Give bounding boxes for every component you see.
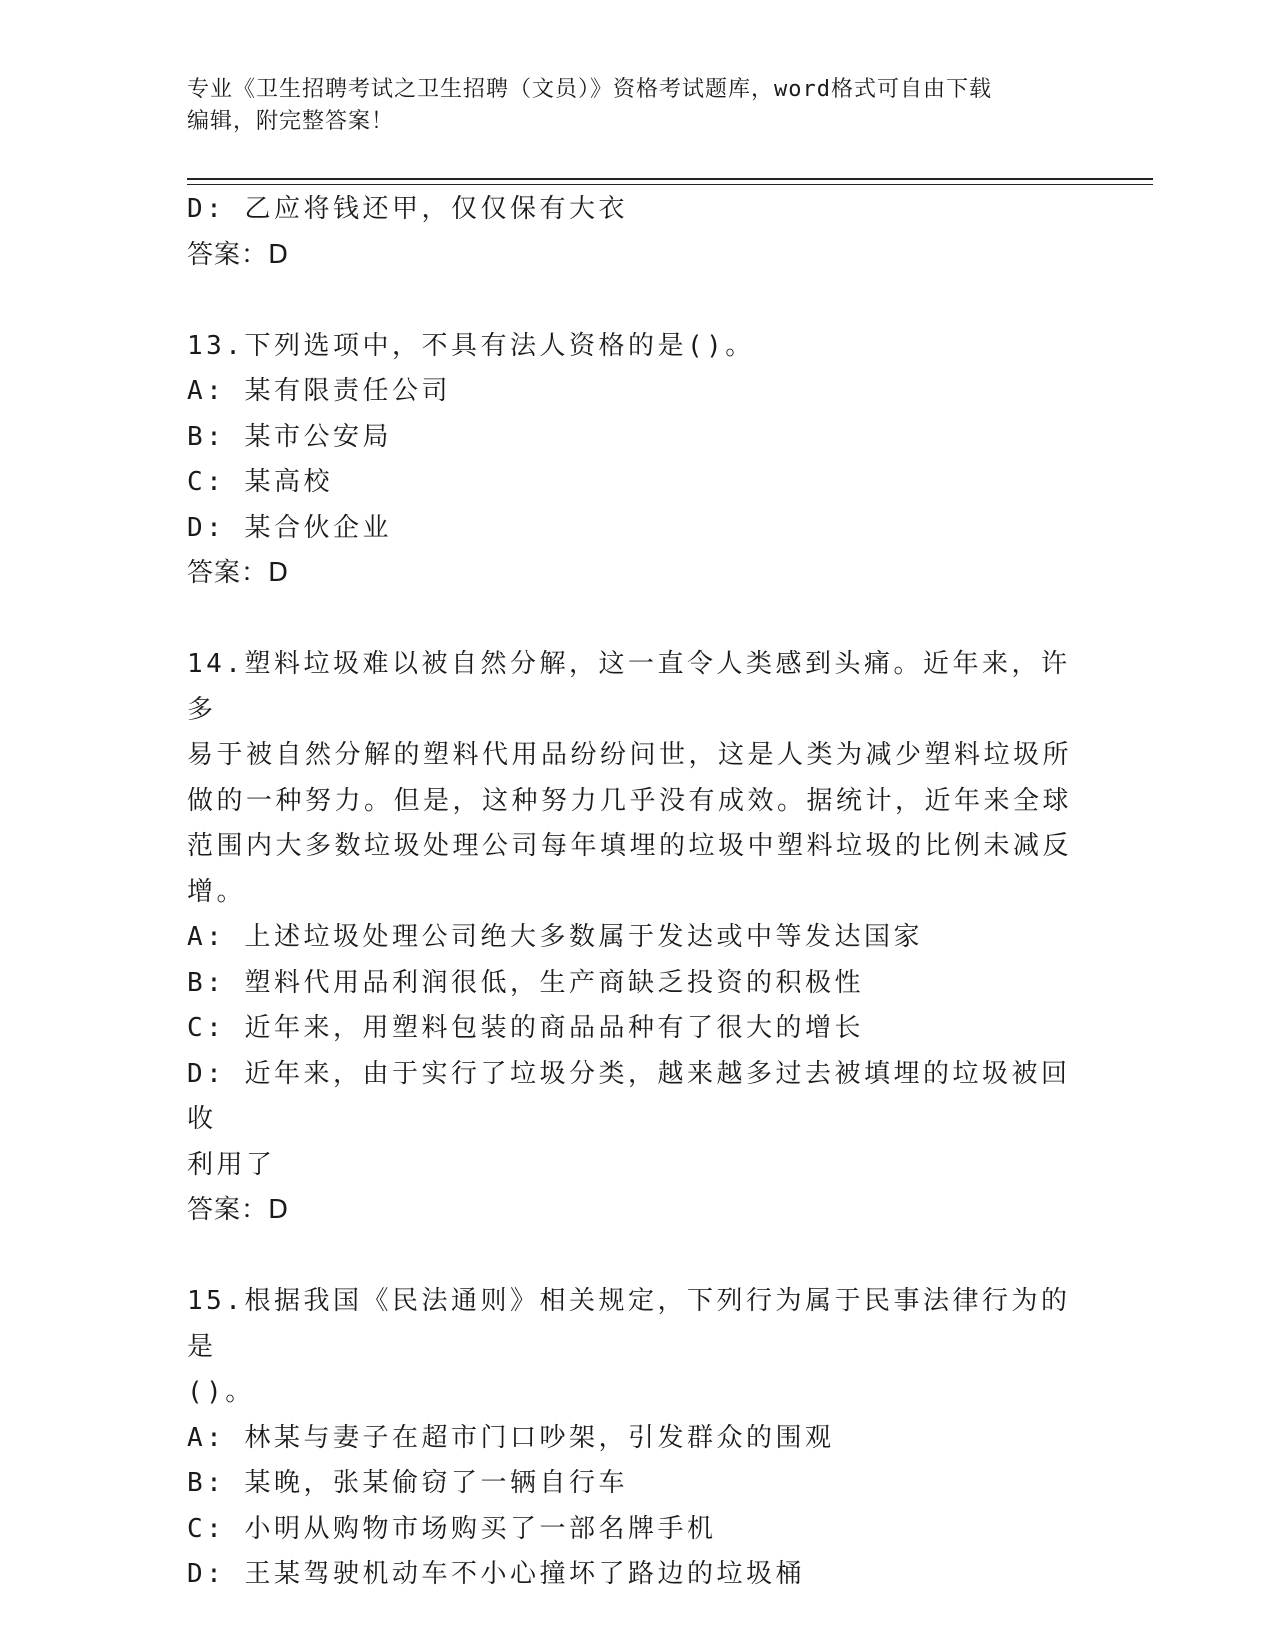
header-rule-thin [187, 184, 1153, 185]
question-stem-line: 做的一种努力。但是，这种努力几乎没有成效。据统计，近年来全球 [187, 785, 1073, 816]
option-a: A: 上述垃圾处理公司绝大多数属于发达或中等发达国家 [187, 922, 923, 952]
option-c: C: 近年来，用塑料包装的商品品种有了很大的增长 [187, 1013, 864, 1043]
spacer [187, 1234, 1077, 1280]
question-stem-line: 15.根据我国《民法通则》相关规定，下列行为属于民事法律行为的是 [187, 1286, 1071, 1362]
spacer [187, 278, 1077, 324]
question-14 [187, 642, 1077, 1234]
option-d: D: 王某驾驶机动车不小心撞坏了路边的垃圾桶 [187, 1559, 805, 1589]
question-stem-line: ()。 [187, 1377, 255, 1407]
question-stem-line: 易于被自然分解的塑料代用品纷纷问世，这是人类为减少塑料垃圾所 [187, 740, 1073, 770]
option-c: C: 小明从购物市场购买了一部名牌手机 [187, 1513, 717, 1544]
answer: 答案：D [187, 1195, 290, 1225]
option-a: A: 某有限责任公司 [187, 376, 451, 406]
question-stem-line: 增。 [187, 876, 247, 907]
option-b: B: 塑料代用品利润很低，生产商缺乏投资的积极性 [187, 967, 864, 998]
header-line-1: 专业《卫生招聘考试之卫生招聘（文员）》资格考试题库，word格式可自由下载 [187, 77, 992, 102]
option-b: B: 某市公安局 [187, 421, 392, 452]
option-d: D: 近年来，由于实行了垃圾分类，越来越多过去被填埋的垃圾被回收 [187, 1058, 1071, 1134]
question-content [187, 187, 1077, 1598]
question-stem: 13.下列选项中，不具有法人资格的是()。 [187, 330, 755, 361]
question-13 [187, 324, 1077, 597]
answer: 答案：D [187, 558, 290, 588]
spacer [187, 597, 1077, 643]
header-line-2: 编辑，附完整答案！ [187, 109, 395, 134]
option-b: B: 某晚，张某偷窃了一辆自行车 [187, 1468, 628, 1498]
page-header [187, 74, 1087, 138]
question-15 [187, 1279, 1077, 1598]
prev-answer: 答案：D [187, 239, 290, 270]
question-stem-line: 范围内大多数垃圾处理公司每年填埋的垃圾中塑料垃圾的比例未减反 [187, 831, 1073, 861]
header-rule-thick [187, 178, 1153, 180]
question-stem-line: 14.塑料垃圾难以被自然分解，这一直令人类感到头痛。近年来，许多 [187, 649, 1071, 725]
option-a: A: 林某与妻子在超市门口吵架，引发群众的围观 [187, 1422, 835, 1453]
option-d: D: 某合伙企业 [187, 512, 392, 543]
prev-option-d: D: 乙应将钱还甲，仅仅保有大衣 [187, 194, 628, 224]
option-d-continued: 利用了 [187, 1149, 276, 1180]
option-c: C: 某高校 [187, 467, 333, 497]
